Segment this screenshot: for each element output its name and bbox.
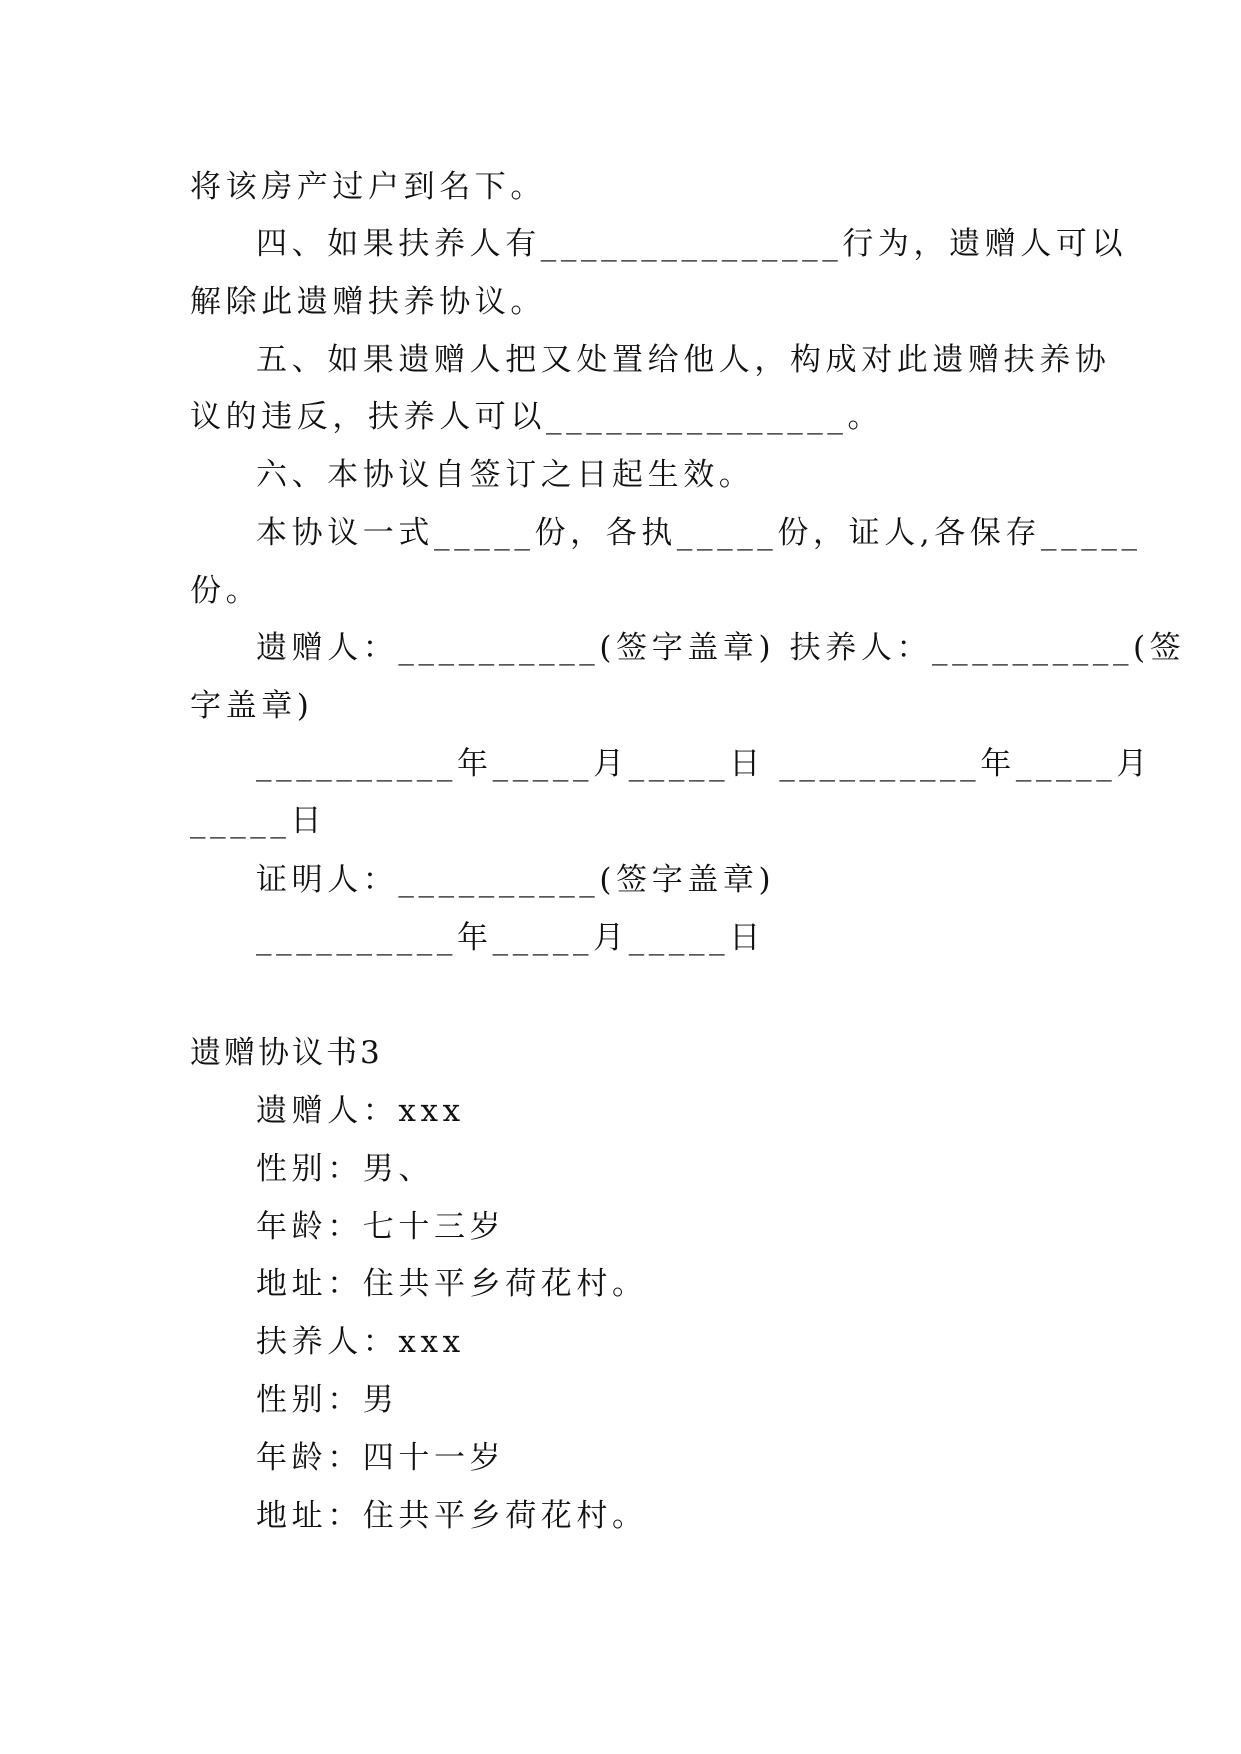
section-title: 遗赠协议书3 — [190, 1035, 383, 1071]
bequeather-age: 年龄：七十三岁 — [256, 1209, 506, 1245]
supporter-address: 地址：住共平乡荷花村。 — [256, 1498, 648, 1534]
signature-line-1: 遗赠人：__________(签字盖章) 扶养人：__________(签 — [256, 630, 1186, 666]
bequeather-address: 地址：住共平乡荷花村。 — [256, 1266, 648, 1302]
text-line-transfer-property: 将该房产过户到名下。 — [190, 169, 546, 205]
supporter-gender: 性别：男 — [256, 1382, 399, 1418]
clause-six: 六、本协议自签订之日起生效。 — [256, 457, 755, 493]
bequeather-gender: 性别：男、 — [256, 1151, 434, 1187]
date-line-1: __________年_____月_____日 __________年_____月 — [256, 746, 1152, 782]
clause-five-line-2: 议的违反，扶养人可以_______________。 — [190, 399, 884, 435]
witness-date-line: __________年_____月_____日 — [256, 920, 765, 956]
supporter-name: 扶养人：xxx — [256, 1324, 465, 1360]
witness-line: 证明人：__________(签字盖章) — [256, 862, 776, 898]
bequeather-name: 遗赠人：xxx — [256, 1093, 465, 1129]
supporter-age: 年龄：四十一岁 — [256, 1440, 506, 1476]
clause-four-line-2: 解除此遗赠扶养协议。 — [190, 284, 546, 320]
date-line-2: _____日 — [190, 803, 327, 839]
clause-five-line-1: 五、如果遗赠人把又处置给他人，构成对此遗赠扶养协 — [256, 342, 1111, 378]
signature-line-2: 字盖章) — [190, 688, 314, 724]
copies-line-2: 份。 — [190, 573, 262, 609]
clause-four-line-1: 四、如果扶养人有_______________行为，遗赠人可以 — [256, 226, 1128, 262]
copies-line-1: 本协议一式_____份，各执_____份，证人,各保存_____ — [256, 515, 1142, 551]
